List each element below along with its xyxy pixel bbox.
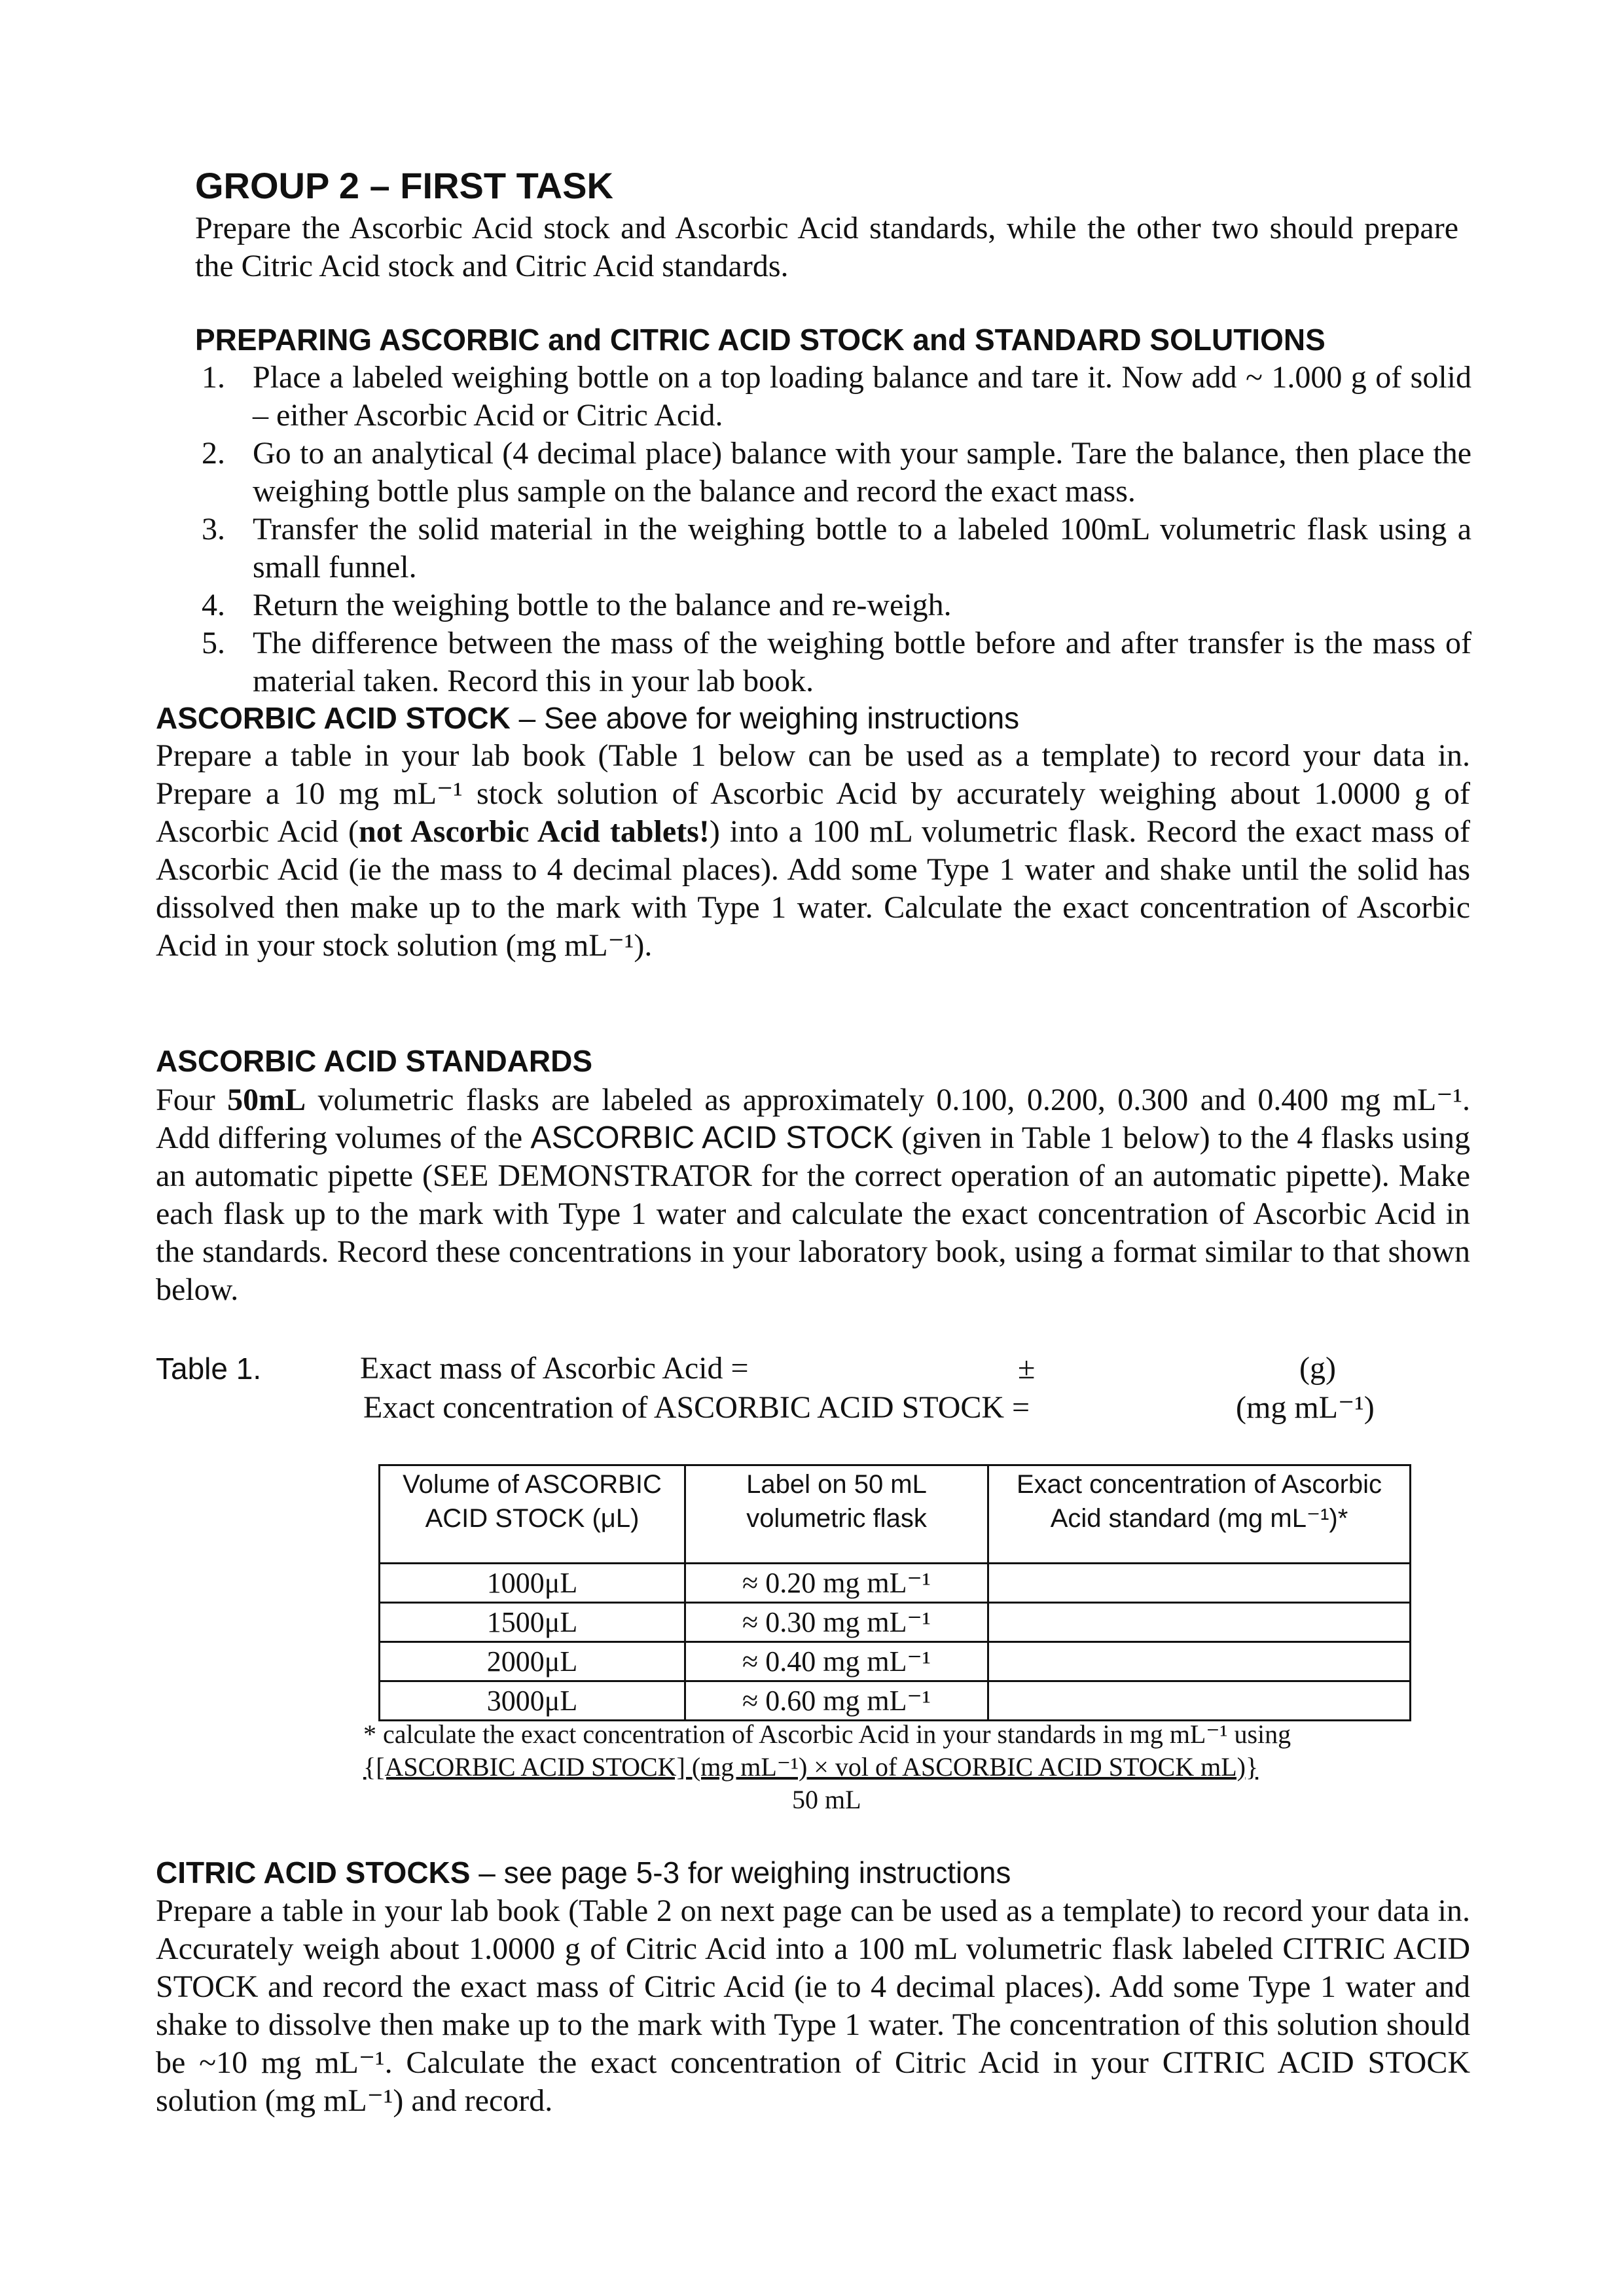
header-concentration: Exact concentration of Ascorbic Acid standard (mg mL⁻¹)* [988, 1465, 1411, 1564]
table1-label: Table 1. [156, 1352, 262, 1386]
stock-heading-note: – See above for weighing instructions [510, 701, 1020, 735]
cell-label: ≈ 0.60 mg mL⁻¹ [685, 1681, 988, 1721]
table-row [380, 1681, 1411, 1721]
mass-unit: (g) [1299, 1351, 1336, 1386]
step-item [195, 435, 1471, 511]
standards-paragraph [156, 1081, 1470, 1309]
table-header-row [380, 1465, 1411, 1564]
step-text: Transfer the solid material in the weighing bottle to a labeled 100mL volumetric flask using a small funnel. [253, 512, 1471, 584]
cell-concentration[interactable] [988, 1642, 1411, 1681]
step-number: 3. [202, 512, 225, 547]
cell-volume: 1500μL [380, 1603, 685, 1642]
header-volume: Volume of ASCORBIC ACID STOCK (μL) [380, 1465, 685, 1564]
citric-heading-note: – see page 5-3 for weighing instructions [470, 1856, 1011, 1890]
step-number: 4. [202, 588, 225, 622]
weighing-steps [195, 359, 1471, 700]
step-number: 1. [202, 360, 225, 395]
standards-heading: ASCORBIC ACID STANDARDS [156, 1044, 592, 1078]
step-text: Return the weighing bottle to the balance and re-weigh. [253, 588, 952, 622]
cell-concentration[interactable] [988, 1564, 1411, 1603]
conc-label: Exact concentration of ASCORBIC ACID STOCK = [363, 1390, 1030, 1425]
preparing-heading: PREPARING ASCORBIC and CITRIC ACID STOCK and STANDARD SOLUTIONS [195, 323, 1326, 357]
citric-heading-title: CITRIC ACID STOCKS [156, 1856, 471, 1890]
step-item [195, 586, 1471, 624]
cell-concentration[interactable] [988, 1603, 1411, 1642]
cell-volume: 3000μL [380, 1681, 685, 1721]
step-item [195, 624, 1471, 700]
group-text: Prepare the Ascorbic Acid stock and Ascorbic Acid standards, while the other two should prepare the Citric Acid stock and Citric Acid standards. [195, 211, 1458, 283]
table-row [380, 1603, 1411, 1642]
standards-text: volumetric flasks are labeled as approximately 0.100, 0.200, 0.300 and 0.400 mg mL⁻¹. Add differing volumes of the [156, 1083, 1470, 1155]
stock-heading-title: ASCORBIC ACID STOCK [156, 701, 511, 735]
step-text: The difference between the mass of the weighing bottle before and after transfer is the mass of material taken. Record this in your lab book. [253, 626, 1471, 698]
table-footnote: * calculate the exact concentration of Ascorbic Acid in your standards in mg mL⁻¹ using [363, 1719, 1291, 1749]
step-item [195, 511, 1471, 586]
cell-volume: 2000μL [380, 1642, 685, 1681]
cell-volume: 1000μL [380, 1564, 685, 1603]
citric-heading [156, 1854, 1011, 1892]
stock-warning: not Ascorbic Acid tablets! [359, 814, 710, 849]
conc-unit: (mg mL⁻¹) [1236, 1390, 1375, 1425]
standards-text: (given in Table 1 below) to the 4 flasks using an automatic pipette (SEE DEMONSTRATOR for the correct operation of an automatic pipette). Make each flask up to the mark with Type 1 water and calculate the exact concentration of Ascorbic Acid in the standards. Record these concentrations in your laboratory book, using a format similar to that shown below. [156, 1121, 1470, 1307]
formula-denominator: 50 mL [792, 1785, 861, 1814]
step-text: Go to an analytical (4 decimal place) balance with your sample. Tare the balance, then place the weighing bottle plus sample on the balance and record the exact mass. [253, 436, 1471, 509]
stock-text: Prepare a table in your lab book (Table 1 below can be used as a template) to record your data in. Prepare a 10 mg mL⁻¹ stock solution of Ascorbic Acid by accurately weighing about 1.0000 g of Ascorbic Acid ( [156, 738, 1470, 849]
citric-paragraph: Prepare a table in your lab book (Table 2 on next page can be used as a template) to record your data in. Accurately weigh about 1.0000 g of Citric Acid into a 100 mL volumetric flask labeled CITRIC ACID STOCK and record the exact mass of Citric Acid (ie to 4 decimal places). Add some Type 1 water and shake to dissolve then make up to the mark with Type 1 water. The concentration of this solution should be ~10 mg mL⁻¹. Calculate the exact concentration of Citric Acid in your CITRIC ACID STOCK solution (mg mL⁻¹) and record. [156, 1893, 1470, 2118]
group-heading: GROUP 2 – FIRST TASK [195, 165, 613, 206]
standards-stock-name: ASCORBIC ACID STOCK [530, 1121, 893, 1155]
header-label: Label on 50 mL volumetric flask [685, 1465, 988, 1564]
table-row [380, 1642, 1411, 1681]
step-item [195, 359, 1471, 435]
step-text: Place a labeled weighing bottle on a top loading balance and tare it. Now add ~ 1.000 g of solid – either Ascorbic Acid or Citric Acid. [253, 360, 1471, 433]
mass-label: Exact mass of Ascorbic Acid = [360, 1351, 749, 1386]
cell-label: ≈ 0.30 mg mL⁻¹ [685, 1603, 988, 1642]
stock-heading [156, 699, 1019, 737]
standards-text: Four [156, 1083, 228, 1117]
cell-concentration[interactable] [988, 1681, 1411, 1721]
standards-volume: 50mL [227, 1083, 306, 1117]
step-number: 5. [202, 626, 225, 660]
stock-text: ) into a 100 mL volumetric flask. Record the exact mass of Ascorbic Acid (ie the mass to 4 decimal places). Add some Type 1 water and shake until the solid has dissolved then make up to the mark with Type 1 water. Calculate the exact concentration of Ascorbic Acid in your stock solution (mg mL⁻¹). [156, 814, 1471, 963]
step-number: 2. [202, 436, 225, 471]
plus-minus: ± [1018, 1351, 1036, 1386]
table-row [380, 1564, 1411, 1603]
cell-label: ≈ 0.20 mg mL⁻¹ [685, 1564, 988, 1603]
formula-numerator: {[ASCORBIC ACID STOCK] (mg mL⁻¹) × vol of ASCORBIC ACID STOCK mL)} [363, 1752, 1259, 1782]
table1 [378, 1464, 1411, 1721]
cell-label: ≈ 0.40 mg mL⁻¹ [685, 1642, 988, 1681]
stock-paragraph [156, 737, 1470, 965]
